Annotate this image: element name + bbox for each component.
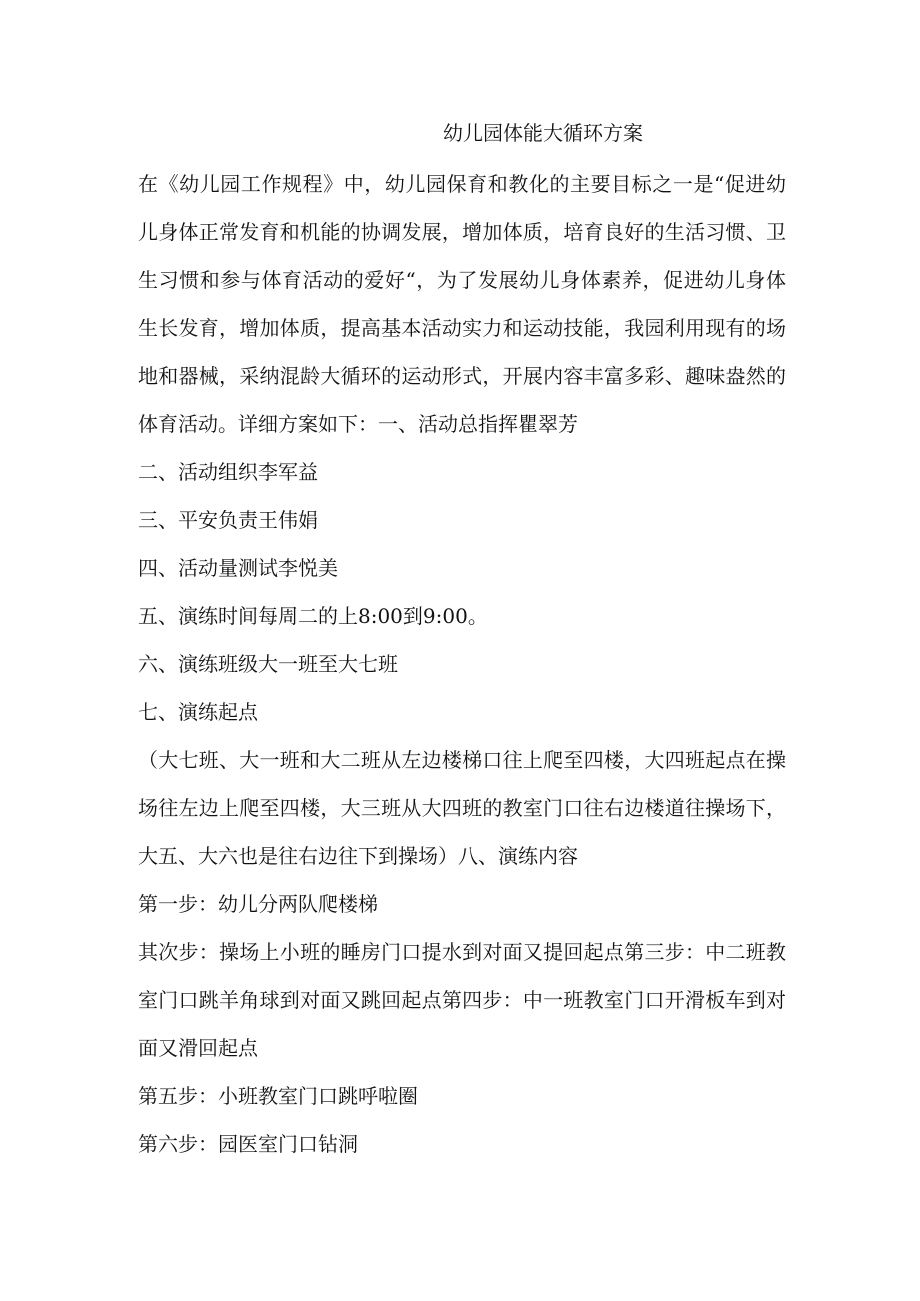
paragraph-steps-2-4: 其次步：操场上小班的睡房门口提水到对面又提回起点第三步：中二班教室门口跳羊角球到对面又跳回起点第四步：中一班教室门口开滑板车到对面又滑回起点 — [138, 940, 786, 1060]
paragraph-step-1: 第一步：幼儿分两队爬楼梯 — [138, 892, 378, 916]
paragraph-step-5: 第五步：小班教室门口跳呼啦圈 — [138, 1084, 418, 1108]
document-title: 幼儿园体能大循环方案 — [443, 121, 643, 145]
paragraph-start-heading: 七、演练起点 — [138, 700, 258, 724]
paragraph-classes: 六、演练班级大一班至大七班 — [138, 652, 398, 676]
document-body — [138, 160, 786, 1168]
paragraph-time: 五、演练时间每周二的上8:00到9:00。 — [138, 604, 488, 628]
paragraph-start-detail: （大七班、大一班和大二班从左边楼梯口往上爬至四楼，大四班起点在操场往左边上爬至四楼，大三班从大四班的教室门口往右边楼道往操场下，大五、大六也是往右边往下到操场）八、演练内容 — [138, 748, 786, 868]
paragraph-measurement: 四、活动量测试李悦美 — [138, 556, 338, 580]
paragraph-safety: 三、平安负责王伟娟 — [138, 508, 318, 532]
paragraph-step-6: 第六步：园医室门口钻洞 — [138, 1132, 358, 1156]
paragraph-organizer: 二、活动组织李军益 — [138, 460, 318, 484]
paragraph-intro: 在《幼儿园工作规程》中，幼儿园保育和教化的主要目标之一是“促进幼儿身体正常发育和机能的协调发展，增加体质，培育良好的生活习惯、卫生习惯和参与体育活动的爱好“，为了发展幼儿身体素养，促进幼儿身体生长发育，增加体质，提高基本活动实力和运动技能，我园利用现有的场地和器械，采纳混龄大循环的运动形式，开展内容丰富多彩、趣味盎然的体育活动。详细方案如下：一、活动总指挥瞿翠芳 — [138, 172, 786, 436]
